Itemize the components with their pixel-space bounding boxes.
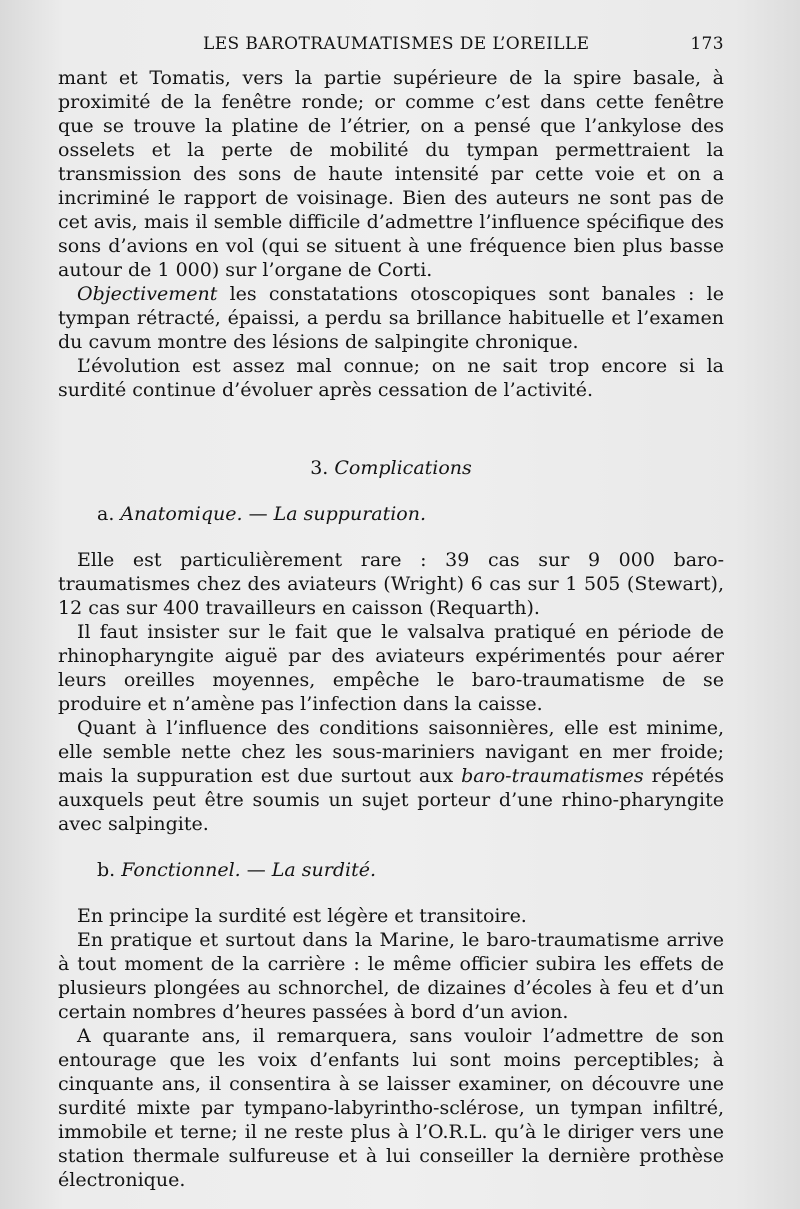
section-title: Complications xyxy=(334,457,472,479)
subsection-b-dash: — xyxy=(246,859,266,881)
paragraph-5: Il faut insister sur le fait que le valsalva pratiqué en période de rhinopharyngite aiguë par des aviateurs expérimentés pour aérer leurs oreilles moyennes, empêche le baro-traumatisme de se produire et n’amène pas l’infection dans la caisse. xyxy=(58,621,724,715)
paragraph-2-text: les constatations otoscopiques sont banales : le tympan rétracté, épaissi, a perdu sa brillance habituelle et l’examen du cavum montre des lésions de salpingite chronique. xyxy=(58,283,724,353)
paragraph-2 xyxy=(58,282,724,354)
subsection-b-label: b. xyxy=(97,859,116,881)
paragraph-9: A quarante ans, il remarquera, sans vouloir l’admettre de son entourage que les voix d’enfants lui sont moins perceptibles; à cinquante ans, il consentira à se laisser examiner, on découvre une surdité mixte par tympano-labyrintho-sclérose, un tympan infiltré, immobile et terne; il ne reste plus à l’O.R.L. qu’à le diriger vers une station thermale sulfureuse et à lui conseiller la dernière prothèse électronique. xyxy=(58,1025,724,1191)
paragraph-7: En principe la surdité est légère et transitoire. xyxy=(77,905,527,927)
running-title: LES BAROTRAUMATISMES DE L’OREILLE xyxy=(203,34,590,54)
subsection-a-title: Anatomique. xyxy=(120,503,243,525)
paragraph-1: mant et Tomatis, vers la partie supérieure de la spire basale, à proximité de la fenêtre ronde; or comme c’est dans cette fenêtre que se trouve la platine de l’étrier, on a pensé que l’ankylose des osselets et la perte de mobilité du tympan permettraient la transmission des sons de haute intensité par cette voie et on a incriminé le rapport de voisinage. Bien des auteurs ne sont pas de cet avis, mais il semble difficile d’admettre l’influence spécifique des sons d’avions en vol (qui se situent à une fréquence bien plus basse autour de 1 000) sur l’organe de Corti. xyxy=(58,67,724,281)
paragraph-6-text-b: répétés auxquels peut être soumis un sujet porteur d’une rhino-pharyngite avec salpingite. xyxy=(58,765,724,835)
paragraph-4: Elle est particulièrement rare : 39 cas sur 9 000 baro-traumatismes chez des aviateurs (Wright) 6 cas sur 1 505 (Stewart), 12 cas sur 400 travailleurs en caisson (Requarth). xyxy=(58,549,724,619)
paragraph-2-lead: Objectivement xyxy=(77,283,218,305)
paragraph-6 xyxy=(58,716,724,836)
subsection-a-dash: — xyxy=(248,503,268,525)
paragraph-6-emphasis: baro-traumatismes xyxy=(461,765,644,787)
subsection-a-heading xyxy=(97,502,724,526)
paragraph-6-text-a: Quant à l’influence des conditions saisonnières, elle est minime, elle semble nette chez les sous-mariniers navigant en mer froide; mais la suppuration est due surtout aux xyxy=(58,717,724,787)
subsection-b-title: Fonctionnel. xyxy=(121,859,241,881)
page-body xyxy=(58,66,724,1192)
section-number: 3. xyxy=(310,457,329,479)
page-header xyxy=(58,34,724,58)
subsection-b-topic: La surdité. xyxy=(271,859,377,881)
subsection-a-topic: La suppuration. xyxy=(273,503,427,525)
subsection-a-label: a. xyxy=(97,503,115,525)
page-number: 173 xyxy=(690,34,724,54)
paragraph-8: En pratique et surtout dans la Marine, le baro-traumatisme arrive à tout moment de la carrière : le même officier subira les effets de plusieurs plongées au schnorchel, de dizaines d’écoles à feu et d’un certain nombres d’heures passées à bord d’un avion. xyxy=(58,929,724,1023)
section-heading xyxy=(58,456,724,480)
subsection-b-heading xyxy=(97,858,724,882)
paragraph-3: L’évolution est assez mal connue; on ne sait trop encore si la surdité continue d’évoluer après cessation de l’activité. xyxy=(58,355,724,401)
